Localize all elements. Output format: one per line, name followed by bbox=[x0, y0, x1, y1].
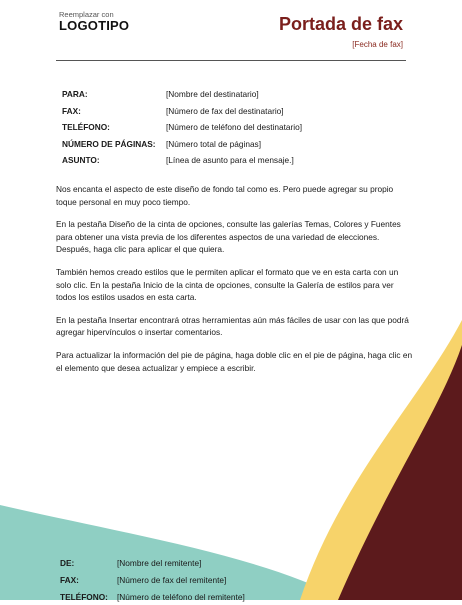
body-paragraph: Nos encanta el aspecto de este diseño de fondo tal como es. Pero puede agregar su propio toque personal en muy poco tiempo. bbox=[56, 184, 394, 207]
footer-value[interactable]: [Número de fax del remitente] bbox=[117, 574, 227, 585]
footer-label: FAX: bbox=[60, 574, 79, 585]
field-row-phone bbox=[62, 119, 302, 136]
footer-row-fax bbox=[60, 571, 245, 588]
field-value[interactable]: [Línea de asunto para el mensaje.] bbox=[166, 155, 294, 166]
field-row-to bbox=[62, 86, 302, 103]
logo-small-text: Reemplazar con bbox=[59, 10, 114, 19]
field-label: TELÉFONO: bbox=[62, 122, 110, 133]
footer-label: DE: bbox=[60, 557, 75, 568]
field-value[interactable]: [Nombre del destinatario] bbox=[166, 89, 259, 100]
message-body[interactable] bbox=[56, 183, 414, 384]
footer-row-phone bbox=[60, 588, 245, 605]
field-label: NÚMERO DE PÁGINAS: bbox=[62, 138, 156, 149]
field-label: ASUNTO: bbox=[62, 155, 100, 166]
field-row-fax bbox=[62, 103, 302, 120]
logo-big-text: LOGOTIPO bbox=[59, 18, 130, 33]
field-row-subject bbox=[62, 152, 302, 169]
body-paragraph: También hemos creado estilos que le permiten aplicar el formato que ve en esta carta con un solo clic. En la pestaña Inicio de la cinta de opciones, consulte la Galería de estilos para ver todos los estilos usados en esta carta. bbox=[56, 266, 399, 303]
body-paragraph: En la pestaña Diseño de la cinta de opciones, consulte las galerías Temas, Colores y Fuentes para obtener una vista previa de los diferentes aspectos de una variedad de elecciones. Después, haga clic para aplicar el que quiera. bbox=[56, 219, 401, 255]
fax-date[interactable]: [Fecha de fax] bbox=[352, 40, 403, 49]
page-title: Portada de fax bbox=[278, 14, 403, 34]
field-value[interactable]: [Número de teléfono del destinatario] bbox=[166, 122, 303, 133]
footer-value[interactable]: [Número de teléfono del remitente] bbox=[117, 591, 245, 602]
field-label: PARA: bbox=[62, 89, 88, 100]
recipient-fields bbox=[62, 86, 302, 169]
sender-fields bbox=[60, 554, 245, 605]
header-divider bbox=[56, 60, 406, 61]
logo-placeholder[interactable] bbox=[59, 10, 129, 33]
body-paragraph: Para actualizar la información del pie de página, haga doble clic en el pie de página, haga clic en el elemento que desea actualizar y empiece a escribir. bbox=[56, 349, 413, 373]
field-value[interactable]: [Número de fax del destinatario] bbox=[166, 105, 284, 116]
footer-label: TELÉFONO: bbox=[60, 591, 108, 602]
footer-row-from bbox=[60, 554, 245, 571]
body-paragraph: En la pestaña Insertar encontrará otras herramientas aún más fáciles de usar con las que podrá agregar hipervínculos o insertar comentarios. bbox=[56, 314, 409, 338]
footer-value[interactable]: [Nombre del remitente] bbox=[117, 557, 202, 568]
field-label: FAX: bbox=[62, 105, 81, 116]
field-value[interactable]: [Número total de páginas] bbox=[166, 138, 262, 149]
field-row-pages bbox=[62, 136, 302, 153]
